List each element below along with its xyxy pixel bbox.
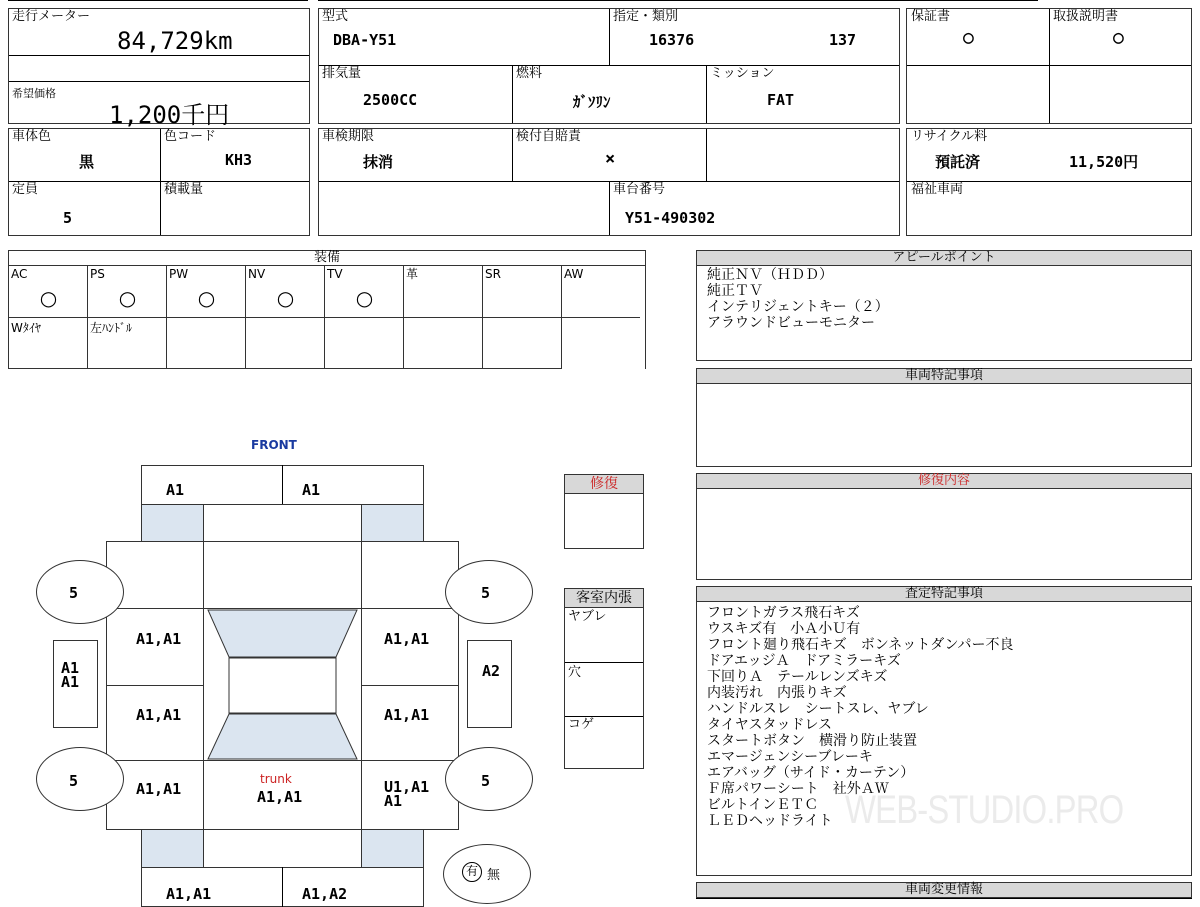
side-step-right-value: A2	[482, 662, 501, 680]
equipment-label: SR	[485, 267, 501, 281]
equipment-label: 革	[406, 267, 419, 281]
appeal-title: アピールポイント	[696, 250, 1192, 266]
mileage-value: 84,729km	[117, 27, 233, 55]
equipment-mark: ○	[355, 286, 374, 310]
divider	[706, 129, 707, 181]
equipment-title: 装備	[8, 250, 646, 266]
equipment-cell-row2-3	[246, 318, 325, 368]
insurance-value: ×	[605, 149, 616, 169]
equipment-cell-row2-6	[483, 318, 562, 368]
equipment-cell-1	[88, 266, 167, 318]
recycle-label: リサイクル料	[911, 129, 988, 144]
front-label: FRONT	[251, 438, 297, 452]
divider	[706, 65, 707, 123]
divider	[282, 867, 283, 907]
divider	[512, 129, 513, 181]
tire-front-left	[36, 560, 124, 624]
price-value: 1,200千円	[109, 101, 230, 129]
displacement-label: 排気量	[322, 66, 362, 81]
model-label: 型式	[322, 9, 349, 24]
load-label: 積載量	[164, 182, 204, 197]
taillight-left	[141, 829, 204, 868]
front-bumper-left-value: A1	[166, 481, 185, 499]
special-notes-title: 車両特記事項	[696, 368, 1192, 384]
interior-item-burn: コゲ	[568, 717, 595, 732]
quarter-right-value: U1,A1 A1	[384, 778, 430, 810]
roof	[229, 658, 336, 713]
interior-box	[564, 607, 644, 769]
equipment-row2-filler	[562, 318, 645, 369]
equipment-cell-row2-1	[88, 318, 167, 368]
equipment-cell-4	[325, 266, 404, 318]
welfare-label: 福祉車両	[911, 182, 964, 197]
equipment-label: PW	[169, 267, 189, 281]
mission-value: FAT	[767, 91, 795, 109]
equipment-cell-0	[9, 266, 88, 318]
designation-value-1: 16376	[649, 31, 695, 49]
quarter-left-value: A1,A1	[136, 780, 182, 798]
warranty-label: 保証書	[911, 9, 951, 24]
taillight-right	[361, 829, 424, 868]
warranty-value: ○	[963, 27, 974, 48]
equipment-label: AW	[564, 267, 584, 281]
inspection-block	[318, 128, 900, 236]
assessment-text: フロントガラス飛石キズ ウスキズ有 小Ａ小Ｕ有 フロント廻り飛石キズ ボンネットダンパー不良 ドアエッジＡ ドアミラーキズ 下回りＡ テールレンズキズ 内装汚れ 内張りキズ ハンドルスレ シートスレ、ヤブレ タイヤスタッドレス スタートボタン 横滑り防止装置 エマージェンシーブレーキ エアバッグ（サイド・カーテン） Ｆ席パワーシート 社外ＡＷ ビルトインＥＴＣ ＬＥＤヘッドライト	[707, 605, 1014, 829]
manual-value: ○	[1113, 27, 1124, 48]
tire-front-right-value: 5	[481, 584, 491, 602]
rear-door-left-value: A1,A1	[136, 706, 182, 724]
color-label: 車体色	[12, 129, 52, 144]
model-value: DBA-Y51	[333, 31, 397, 49]
car-diagram	[0, 430, 560, 903]
side-step-left-value: A1 A1	[61, 659, 80, 691]
trunk-label: trunk	[260, 772, 292, 786]
price-label: 希望価格	[12, 87, 56, 100]
equipment-label: 左ﾊﾝﾄﾞﾙ	[90, 321, 133, 335]
designation-label: 指定・類別	[613, 9, 679, 24]
insurance-label: 検付自賠責	[516, 129, 582, 144]
color-value: 黒	[79, 153, 95, 171]
vehicle-change-line	[696, 898, 1192, 899]
rear-door-right-value: A1,A1	[384, 706, 430, 724]
tire-front-left-value: 5	[69, 584, 79, 602]
vehicle-change-title: 車両変更情報	[696, 882, 1192, 898]
chassis-label: 車台番号	[613, 182, 666, 197]
capacity-label: 定員	[12, 182, 39, 197]
divider	[1049, 9, 1050, 123]
top-edge-line	[8, 0, 308, 1]
spec-block	[318, 8, 900, 124]
windshield-front	[208, 610, 357, 657]
assessment-title: 査定特記事項	[696, 586, 1192, 602]
equipment-cell-row2-2	[167, 318, 246, 368]
divider	[9, 181, 309, 182]
divider	[609, 9, 610, 65]
inspection-label: 車検期限	[322, 129, 375, 144]
special-notes-box	[696, 383, 1192, 467]
rear-panel	[203, 829, 362, 868]
equipment-cell-6	[483, 266, 562, 318]
appeal-box	[696, 265, 1192, 361]
designation-value-2: 137	[829, 31, 857, 49]
equipment-label: PS	[90, 267, 105, 281]
recycle-value: 11,520円	[1069, 153, 1139, 171]
front-door-left-value: A1,A1	[136, 630, 182, 648]
divider	[160, 129, 161, 235]
capacity-value: 5	[63, 209, 73, 227]
rear-bumper-right-value: A1,A2	[302, 885, 348, 903]
color-code-label: 色コード	[164, 129, 217, 144]
front-door-right-value: A1,A1	[384, 630, 430, 648]
equipment-mark: ○	[118, 286, 137, 310]
fuel-value: ｶﾞｿﾘﾝ	[573, 93, 611, 111]
divider	[9, 81, 309, 82]
front-bumper-right-value: A1	[302, 481, 321, 499]
divider	[9, 55, 309, 56]
interior-item-hole: 穴	[568, 665, 582, 680]
divider	[512, 65, 513, 123]
tire-rear-left-value: 5	[69, 772, 79, 790]
top-edge-line-2	[318, 0, 1038, 1]
appeal-text: 純正ＮＶ（ＨＤＤ） 純正ＴＶ インテリジェントキー（２） アラウンドビューモニター	[707, 267, 889, 331]
spare-no: 無	[487, 868, 501, 883]
equipment-cell-7	[562, 266, 640, 318]
mission-label: ミッション	[710, 66, 775, 81]
equipment-cell-2	[167, 266, 246, 318]
assessment-box	[696, 601, 1192, 876]
equipment-label: TV	[327, 267, 343, 281]
fuel-label: 燃料	[516, 66, 543, 81]
divider	[609, 181, 610, 235]
equipment-cell-5	[404, 266, 483, 318]
equipment-cell-row2-5	[404, 318, 483, 368]
equipment-grid	[8, 265, 646, 369]
interior-item-tear: ヤブレ	[568, 609, 607, 624]
recycle-status: 預託済	[935, 153, 981, 171]
watermark: WEB-STUDIO.PRO	[845, 788, 1124, 832]
mileage-label: 走行メーター	[12, 9, 91, 24]
displacement-value: 2500CC	[363, 91, 418, 109]
equipment-label: AC	[11, 267, 28, 281]
repair-details-title: 修復内容	[696, 473, 1192, 489]
equipment-mark: ○	[197, 286, 216, 310]
equipment-cell-row2-4	[325, 318, 404, 368]
tire-rear-right-value: 5	[481, 772, 491, 790]
windshield-rear	[208, 714, 357, 759]
inspection-value: 抹消	[363, 153, 394, 171]
color-capacity-block	[8, 128, 310, 236]
equipment-mark: ○	[39, 286, 58, 310]
divider	[907, 65, 1191, 66]
color-code-value: KH3	[225, 151, 253, 169]
equipment-mark: ○	[276, 286, 295, 310]
equipment-cell-3	[246, 266, 325, 318]
equipment-label: NV	[248, 267, 266, 281]
warranty-block	[906, 8, 1192, 124]
chassis-value: Y51-490302	[625, 209, 716, 227]
trunk-value: A1,A1	[257, 788, 303, 806]
repair-details-box	[696, 488, 1192, 580]
rear-bumper-left-value: A1,A1	[166, 885, 212, 903]
manual-label: 取扱説明書	[1053, 9, 1119, 24]
divider	[319, 65, 899, 66]
recycle-block	[906, 128, 1192, 236]
side-step-right	[467, 640, 512, 728]
spare-yes: 有	[462, 862, 482, 882]
equipment-cell-row2-0	[9, 318, 88, 368]
repair-title: 修復	[564, 474, 644, 494]
divider	[565, 662, 643, 663]
mileage-price-block	[8, 8, 310, 129]
interior-title: 客室内張	[564, 588, 644, 608]
repair-box	[564, 493, 644, 549]
equipment-label: Wﾀｲﾔ	[11, 321, 41, 335]
tire-rear-left	[36, 747, 124, 811]
